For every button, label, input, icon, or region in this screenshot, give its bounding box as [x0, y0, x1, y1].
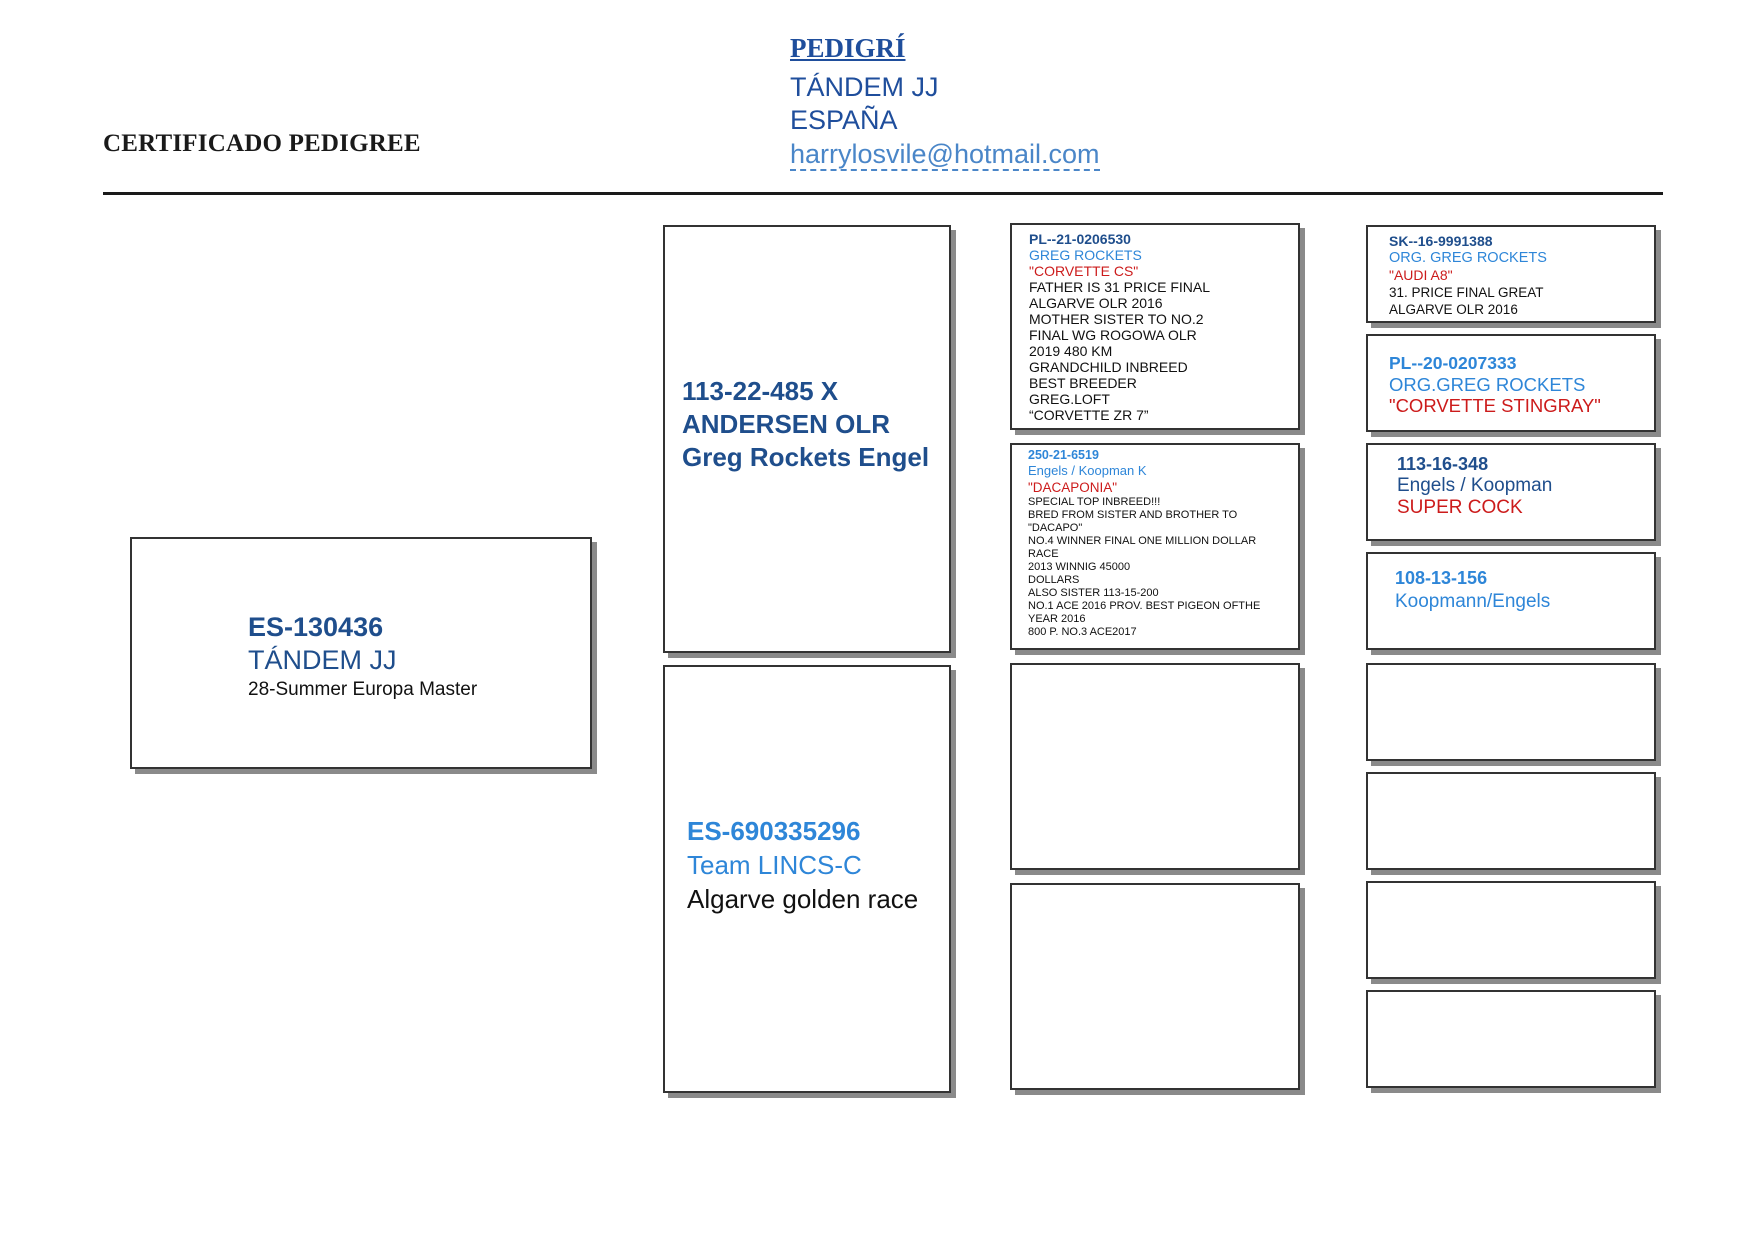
sire-sire-note: FATHER IS 31 PRICE FINAL: [1029, 279, 1211, 295]
sire-dam-text: [1028, 448, 1260, 639]
dam-breeder: Team LINCS-C: [687, 850, 862, 880]
sire-dam-name: "DACAPONIA": [1028, 480, 1118, 495]
sire-dam-box: [1010, 443, 1300, 650]
ggp-4-text: [1395, 567, 1550, 613]
sire-text: [682, 375, 929, 474]
subject-name: TÁNDEM JJ: [248, 645, 397, 675]
ggp-3-text: [1397, 453, 1552, 519]
ggp-box-5: [1366, 663, 1656, 761]
sire-sire-note: ALGARVE OLR 2016: [1029, 295, 1163, 311]
ggp-1-name: "AUDI A8": [1389, 267, 1453, 283]
dam-text: [687, 814, 918, 916]
subject-ring: ES-130436: [248, 612, 384, 642]
ggp-1-note: 31. PRICE FINAL GREAT: [1389, 285, 1544, 300]
dam-ring: ES-690335296: [687, 816, 861, 846]
ggp-box-1: [1366, 225, 1656, 323]
sire-sire-note: FINAL WG ROGOWA OLR: [1029, 327, 1197, 343]
dam-note: Algarve golden race: [687, 884, 919, 914]
sire-dam-note: 800 P. NO.3 ACE2017: [1028, 626, 1137, 638]
sire-sire-note: 2019 480 KM: [1029, 343, 1113, 359]
ggp-2-ring: PL--20-0207333: [1389, 353, 1517, 373]
sire-line-2: ANDERSEN OLR: [682, 409, 891, 439]
ggp-1-breeder: ORG. GREG ROCKETS: [1389, 250, 1547, 266]
sire-dam-note: SPECIAL TOP INBREED!!!: [1028, 496, 1161, 508]
dam-box: [663, 665, 951, 1093]
owner-name: TÁNDEM JJ: [790, 72, 939, 102]
ggp-2-text: [1389, 353, 1601, 416]
ggp-2-name: "CORVETTE STINGRAY": [1389, 395, 1601, 416]
dam-dam-box: [1010, 883, 1300, 1090]
sire-dam-note: ALSO SISTER 113-15-200: [1028, 587, 1159, 599]
sire-sire-note: BEST BREEDER: [1029, 375, 1137, 391]
ggp-box-4: [1366, 552, 1656, 650]
sire-sire-note: GREG.LOFT: [1029, 391, 1110, 407]
owner-country: ESPAÑA: [790, 105, 898, 135]
page-title: PEDIGRÍ: [790, 33, 906, 63]
sire-sire-note: GRANDCHILD INBREED: [1029, 359, 1188, 375]
sire-sire-note: MOTHER SISTER TO NO.2: [1029, 311, 1204, 327]
ggp-1-text: [1389, 233, 1547, 318]
sire-sire-ring: PL--21-0206530: [1029, 231, 1131, 247]
ggp-1-note: ALGARVE OLR 2016: [1389, 302, 1518, 317]
header-divider: [103, 192, 1663, 195]
ggp-4-ring: 108-13-156: [1395, 568, 1488, 588]
sire-sire-name: "CORVETTE CS": [1029, 263, 1139, 279]
sire-dam-ring: 250-21-6519: [1028, 448, 1099, 462]
ggp-box-3: [1366, 443, 1656, 541]
ggp-2-breeder: ORG.GREG ROCKETS: [1389, 374, 1586, 395]
ggp-4-breeder: Koopmann/Engels: [1395, 591, 1551, 612]
sire-sire-note: “CORVETTE ZR 7”: [1029, 407, 1149, 423]
sire-dam-note: DOLLARS: [1028, 574, 1080, 586]
sire-dam-note: BRED FROM SISTER AND BROTHER TO: [1028, 509, 1238, 521]
owner-email-link[interactable]: harrylosvile@hotmail.com: [790, 139, 1100, 169]
sire-sire-box: [1010, 223, 1300, 430]
ggp-3-ring: 113-16-348: [1397, 454, 1489, 474]
ggp-box-8: [1366, 990, 1656, 1088]
sire-sire-text: [1029, 231, 1210, 423]
sire-dam-note: NO.4 WINNER FINAL ONE MILLION DOLLAR: [1028, 535, 1257, 547]
sire-dam-note: NO.1 ACE 2016 PROV. BEST PIGEON OFTHE: [1028, 600, 1261, 612]
ggp-1-ring: SK--16-9991388: [1389, 233, 1493, 249]
dam-sire-box: [1010, 663, 1300, 870]
ggp-box-7: [1366, 881, 1656, 979]
sire-sire-breeder: GREG ROCKETS: [1029, 247, 1142, 263]
sire-dam-note: "DACAPO": [1028, 522, 1083, 534]
sire-ring: 113-22-485 X: [682, 376, 839, 406]
ggp-3-name: SUPER COCK: [1397, 497, 1523, 518]
ggp-box-2: [1366, 334, 1656, 432]
subject-note: 28-Summer Europa Master: [248, 679, 478, 700]
sire-box: [663, 225, 951, 653]
sire-line-3: Greg Rockets Engel: [682, 442, 930, 472]
certificate-title: CERTIFICADO PEDIGREE: [103, 130, 421, 157]
sire-dam-note: RACE: [1028, 548, 1059, 560]
subject-box: [130, 537, 592, 769]
sire-dam-breeder: Engels / Koopman K: [1028, 463, 1147, 478]
ggp-3-breeder: Engels / Koopman: [1397, 475, 1553, 496]
sire-dam-note: 2013 WINNIG 45000: [1028, 561, 1131, 573]
sire-dam-note: YEAR 2016: [1028, 613, 1086, 625]
ggp-box-6: [1366, 772, 1656, 870]
